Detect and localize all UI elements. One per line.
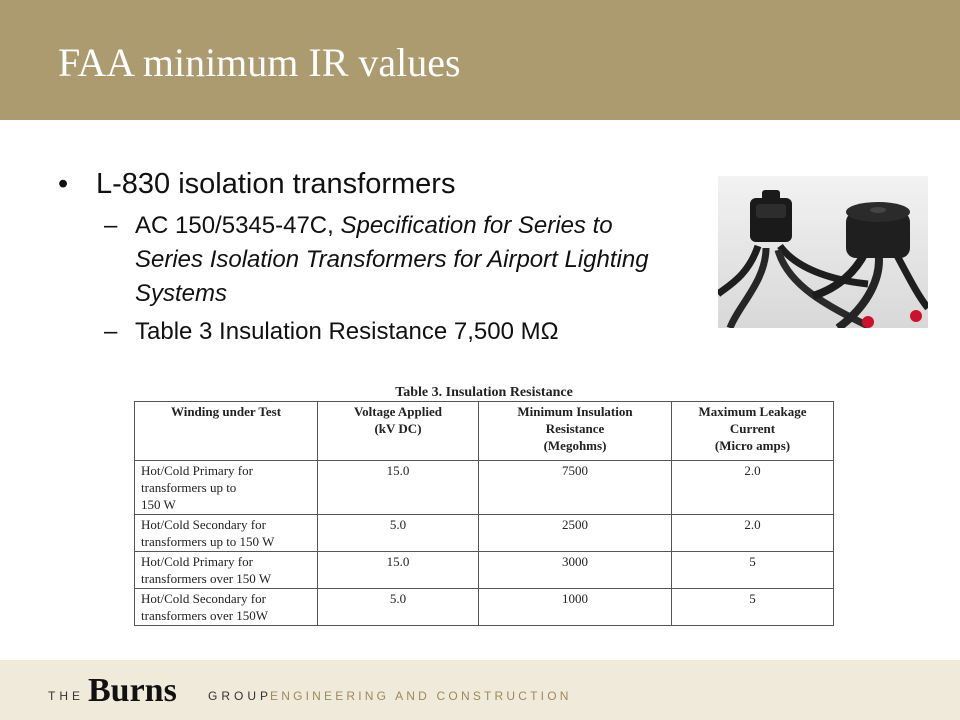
logo-burns: Burns — [88, 672, 177, 709]
current-cell: 2.0 — [672, 515, 834, 552]
table-caption: Table 3. Insulation Resistance — [395, 385, 573, 400]
header-resistance-line: Resistance — [545, 421, 605, 436]
table-row — [135, 589, 834, 626]
bullet-level2-spec — [58, 209, 678, 311]
header-voltage-line: Voltage Applied — [353, 404, 442, 419]
winding-line: 150 W — [141, 497, 176, 512]
bullet-level1 — [58, 165, 678, 203]
winding-line: transformers up to 150 W — [141, 534, 275, 549]
header-voltage — [318, 402, 479, 461]
slide-title: FAA minimum IR values — [58, 40, 461, 85]
table-header-row — [135, 402, 834, 461]
winding-cell — [135, 589, 318, 626]
header-winding-line: Winding under Test — [170, 404, 282, 419]
voltage-cell: 15.0 — [318, 552, 479, 589]
logo-tagline: ENGINEERING AND CONSTRUCTION — [270, 689, 572, 703]
resistance-cell: 3000 — [479, 552, 672, 589]
bullet-level1-text: L-830 isolation transformers — [96, 168, 456, 200]
winding-line: Hot/Cold Secondary for — [141, 591, 266, 606]
table-row — [135, 461, 834, 515]
transformer-cable-icon — [718, 176, 928, 328]
winding-line: Hot/Cold Primary for — [141, 554, 253, 569]
bullet-dash: – — [104, 318, 118, 345]
current-cell: 5 — [672, 589, 834, 626]
resistance-cell: 1000 — [479, 589, 672, 626]
header-resistance-line: Minimum Insulation — [517, 404, 633, 419]
winding-cell — [135, 515, 318, 552]
header-current-line: Current — [729, 421, 776, 436]
transformer-photo — [718, 176, 928, 328]
winding-line: transformers over 150 W — [141, 571, 272, 586]
winding-cell — [135, 552, 318, 589]
spec-title: Specification for Series to Series Isolation Transformers for Airport Lighting Systems — [135, 212, 649, 307]
winding-line: Hot/Cold Secondary for — [141, 517, 266, 532]
table-row — [135, 552, 834, 589]
bullet-level2-table-ref — [58, 315, 678, 349]
header-winding — [135, 402, 318, 461]
table-ref-text: Table 3 Insulation Resistance 7,500 MΩ — [135, 318, 559, 345]
voltage-cell: 5.0 — [318, 589, 479, 626]
header-voltage-line: (kV DC) — [374, 421, 422, 436]
winding-line: transformers over 150W — [141, 608, 269, 623]
insulation-resistance-table — [134, 401, 834, 626]
current-cell: 2.0 — [672, 461, 834, 515]
bullet-list — [58, 165, 678, 349]
bullet-dot: • — [58, 168, 69, 200]
header-current — [672, 402, 834, 461]
bullet-dash: – — [104, 212, 118, 239]
header-resistance — [479, 402, 672, 461]
resistance-cell: 7500 — [479, 461, 672, 515]
header-resistance-line: (Megohms) — [543, 438, 607, 453]
logo-group: GROUP — [208, 689, 273, 703]
voltage-cell: 5.0 — [318, 515, 479, 552]
logo-the: THE — [48, 689, 84, 703]
winding-cell — [135, 461, 318, 515]
voltage-cell: 15.0 — [318, 461, 479, 515]
header-current-line: (Micro amps) — [714, 438, 791, 453]
winding-line: Hot/Cold Primary for — [141, 463, 253, 478]
header-current-line: Maximum Leakage — [698, 404, 807, 419]
winding-line: transformers up to — [141, 480, 237, 495]
resistance-cell: 2500 — [479, 515, 672, 552]
current-cell: 5 — [672, 552, 834, 589]
table-row — [135, 515, 834, 552]
title-bar — [0, 0, 960, 120]
spec-number: AC 150/5345-47C, — [135, 212, 341, 239]
